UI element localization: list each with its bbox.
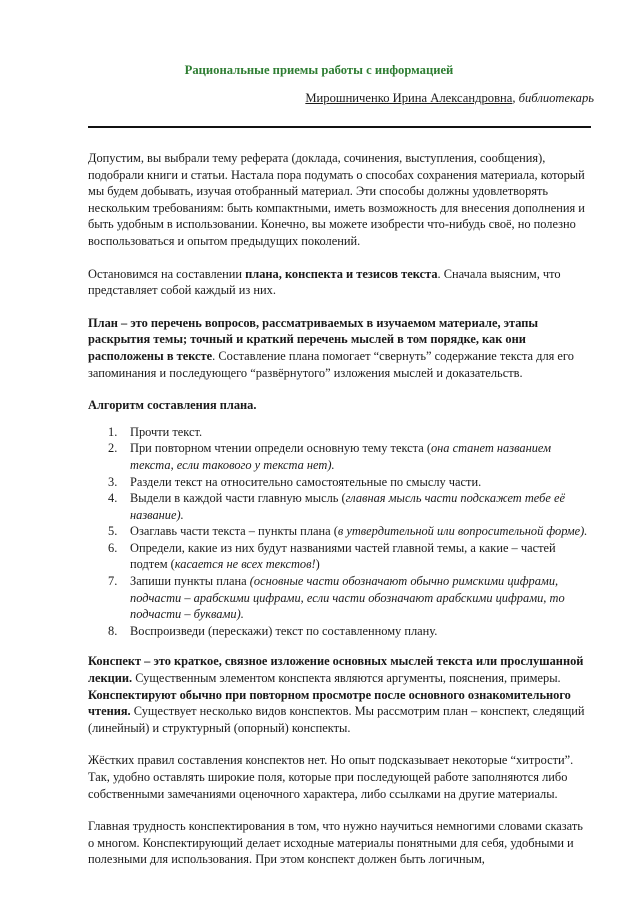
step-number: 3. xyxy=(108,474,118,489)
list-item xyxy=(108,523,591,540)
intro-paragraph: Допустим, вы выбрали тему реферата (доклада, сочинения, выступления, сообщения), подобрали книги и статьи. Настала пора подумать о способах сохранения материала, который мы будем добывать, изучая отобранный материал. Эти способы должны удовлетворять нескольким требованиям: быть компактными, иметь возможность для внесения дополнения и быть удобным в использовании. Конечно, вы можете изобрести что-нибудь своё, но полезно воспользоваться и опытом предыдущих поколений. xyxy=(88,151,585,248)
document-title: Рациональные приемы работы с информацией xyxy=(184,63,454,77)
step-text: Запиши пункты плана xyxy=(130,574,250,589)
step-number: 1. xyxy=(108,424,118,439)
step-number: 7. xyxy=(108,574,118,589)
plan-definition-bold: План – это перечень вопросов, рассматриваемых в изучаемом материале, этапы раскрытия темы; точный и краткий перечень мыслей в том порядке, как они расположены в тексте xyxy=(88,315,539,363)
methods-text-end: . Сначала выясним, что представляет собой каждый из них. xyxy=(88,266,561,298)
algorithm-steps-list xyxy=(88,424,591,640)
step-text: Определи, какие из них будут названиями частей главной темы, а какие – частей подтем ( xyxy=(130,540,556,572)
methods-text-start: Остановимся на составлении xyxy=(88,266,246,281)
document-body xyxy=(88,150,591,884)
algorithm-heading xyxy=(88,397,591,414)
step-text: При повторном чтении определи основную тему текста ( xyxy=(130,441,431,456)
step-note: главная мысль части подскажет тебе её название). xyxy=(130,491,565,522)
tips-paragraph: Жёстких правил составления конспектов нет. Но опыт подсказывает некоторые “хитрости”. Так, удобно оставлять широкие поля, которые при последующей работе заполняются либо собственными замечаниями оценочного характера, либо ссылками на другие материалы. xyxy=(88,753,574,801)
step-note: (основные части обозначают обычно римскими цифрами, подчасти – арабскими цифрами, если части обозначают арабскими цифрами, то подчасти – буквами). xyxy=(130,574,565,622)
author-role: библиотекарь xyxy=(518,91,594,105)
step-text: Раздели текст на относительно самостоятельные по смыслу части. xyxy=(130,474,482,489)
step-number: 5. xyxy=(108,524,118,539)
summary-definition-bold: Конспект – это краткое, связное изложение основных мыслей текста или прослушанной лекции. xyxy=(88,654,584,686)
difficulty-paragraph: Главная трудность конспектирования в том, что нужно научиться немногими словами сказать о многом. Конспектирующий делает исходные материалы понятными для себя, удобными и полезными для использования. При этом конспект должен быть логичным, xyxy=(88,819,583,867)
step-text: Озаглавь части текста – пункты плана ( xyxy=(130,524,338,539)
list-item xyxy=(108,540,591,573)
step-number: 2. xyxy=(108,441,118,456)
step-number: 4. xyxy=(108,491,118,506)
author-separator: , xyxy=(512,91,519,105)
summary-usage-bold: Конспектируют обычно при повторном просмотре после основного ознакомительного чтения. xyxy=(88,687,571,719)
list-item xyxy=(108,573,591,623)
plan-definition-paragraph xyxy=(88,315,591,381)
step-text: Воспроизведи (перескажи) текст по составленному плану. xyxy=(130,623,438,638)
summary-definition-text: Существенным элементом конспекта являются аргументы, пояснения, примеры. xyxy=(132,671,561,686)
summary-definition-paragraph xyxy=(88,653,591,736)
step-number: 6. xyxy=(108,540,118,555)
list-item xyxy=(108,440,591,473)
list-item xyxy=(108,474,591,491)
step-note: она станет названием текста, если такового у текста нет). xyxy=(130,441,552,472)
step-text: Выдели в каждой части главную мысль ( xyxy=(130,491,346,506)
plan-definition-text: . Составление плана помогает “свернуть” содержание текста для его запоминания и последующего “развёрнутого” изложения мыслей и доказательств. xyxy=(88,348,574,380)
author-name[interactable]: Мирошниченко Ирина Александровна xyxy=(305,91,513,105)
methods-paragraph xyxy=(88,266,591,299)
step-text: Прочти текст. xyxy=(130,424,203,439)
header-divider xyxy=(88,126,591,128)
list-item xyxy=(108,424,591,441)
methods-bold: плана, конспекта и тезисов текста xyxy=(245,266,438,281)
list-item xyxy=(108,490,591,523)
summary-types-text: Существует несколько видов конспектов. Мы рассмотрим план – конспект, следящий (линейный) и структурный (опорный) конспекты. xyxy=(88,704,585,735)
algorithm-heading-text: Алгоритм составления плана. xyxy=(88,398,257,413)
step-note: в утвердительной или вопросительной форме). xyxy=(337,524,588,539)
step-number: 8. xyxy=(108,623,118,638)
author-line xyxy=(305,90,594,106)
step-tail: ) xyxy=(315,557,320,572)
step-note: касается не всех текстов! xyxy=(174,557,316,572)
list-item xyxy=(108,623,591,640)
